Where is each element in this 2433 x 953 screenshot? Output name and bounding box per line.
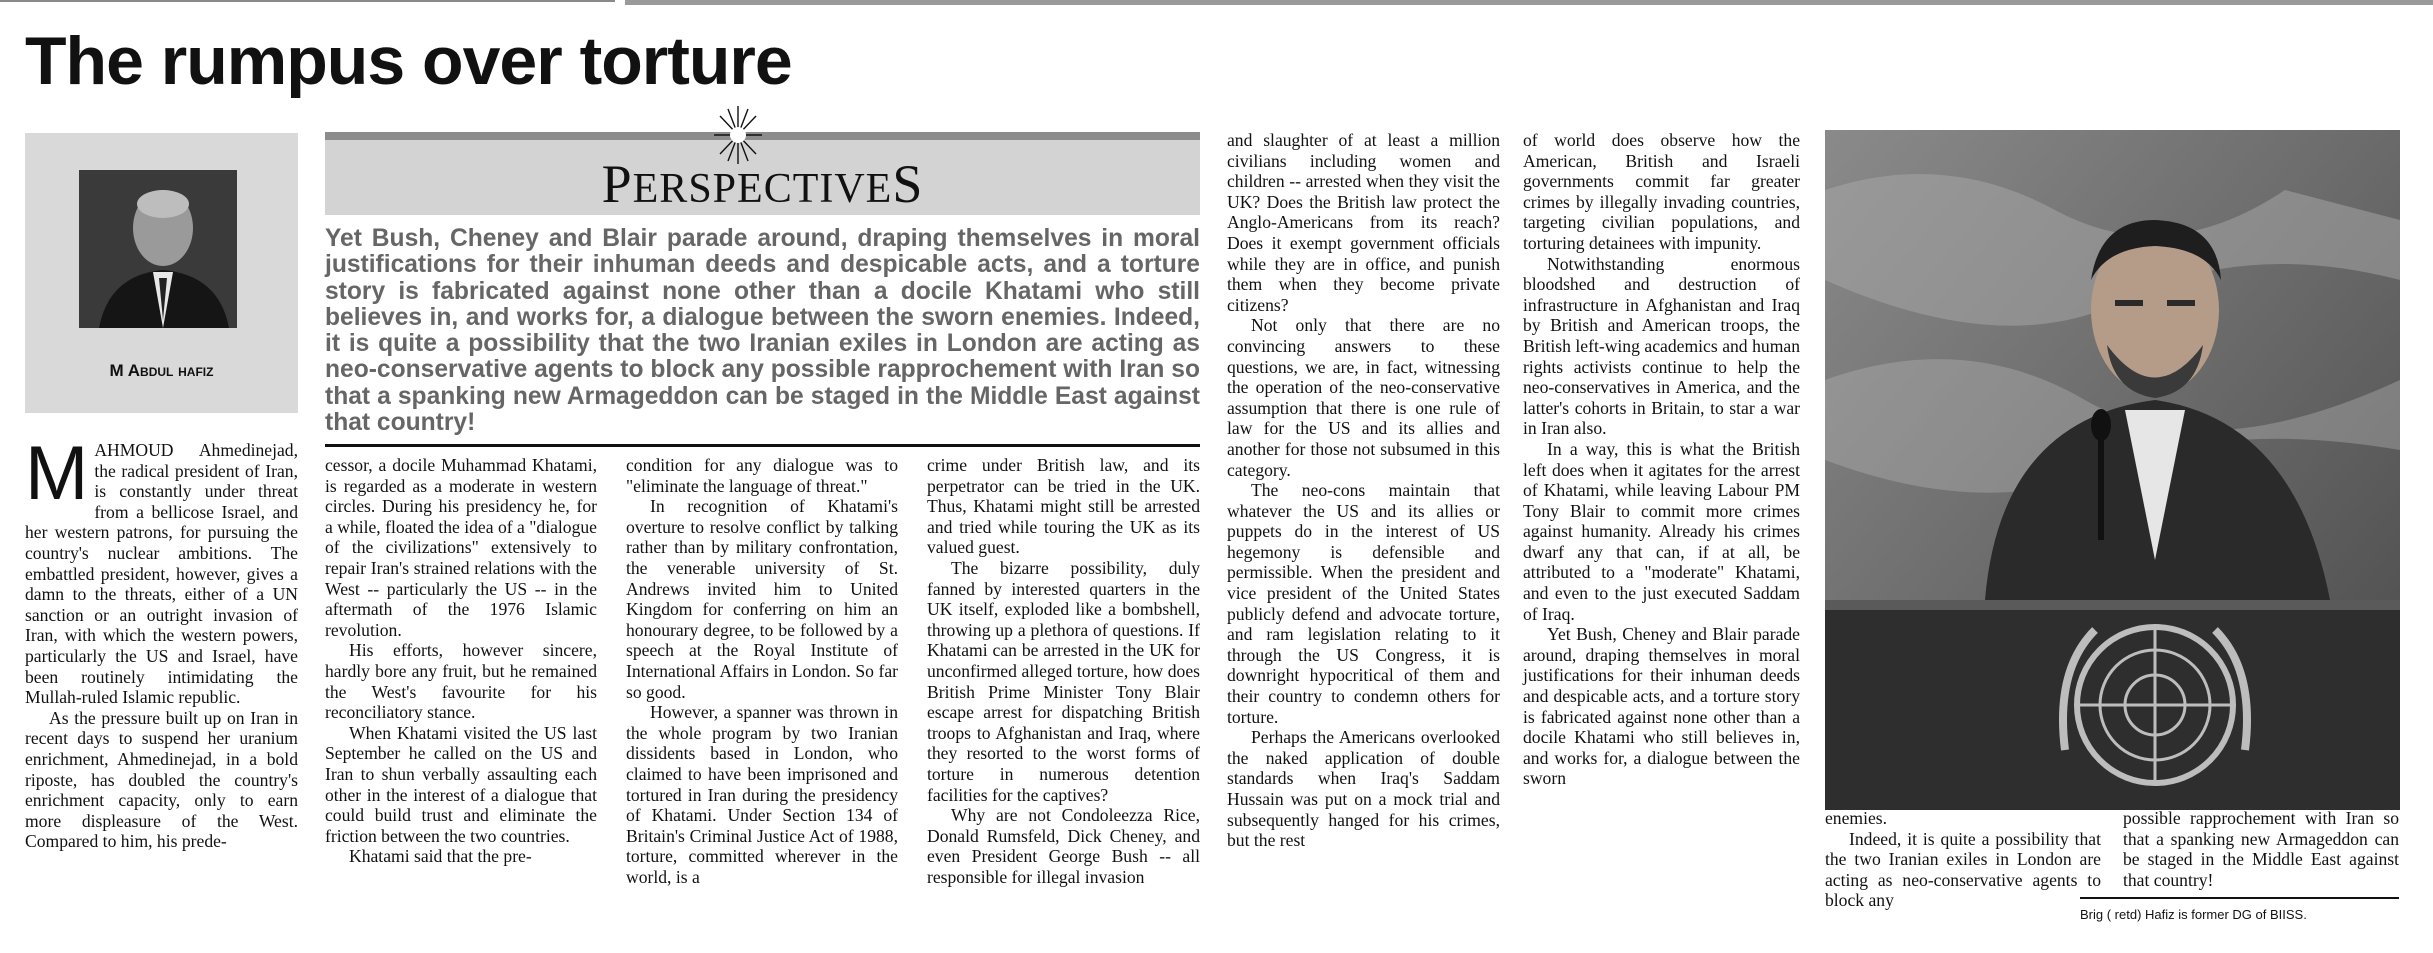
col3-paragraph-1: condition for any dialogue was to "eliminate the language of threat.": [626, 455, 898, 496]
pull-quote-rule: [325, 444, 1200, 447]
col2-paragraph-2: His efforts, however sincere, hardly bore any fruit, but he remained the West's favourite for his reconciliatory stance.: [325, 640, 597, 723]
col6-paragraph-3: In a way, this is what the British left does when it agitates for the arrest of Khatami, while leaving Labour PM Tony Blair to commit more crimes against humanity. Already his crimes dwarf any that can, if at all, be attributed to a "moderate" Khatami, and even to the just executed Saddam of Iraq.: [1523, 438, 1800, 624]
column-7: [1825, 808, 2101, 911]
column-4: [927, 455, 1200, 887]
col2-paragraph-4: Khatami said that the pre-: [349, 846, 532, 867]
col1-paragraph-2: As the pressure built up on Iran in recent days to suspend her uranium enrichment, Ahmedinejad, in a bold riposte, has doubled the country's enrichment capacity, only to earn more displeasure of the West. Compared to him, his prede-: [25, 707, 298, 852]
column-3: [626, 455, 898, 887]
pull-quote: Yet Bush, Cheney and Blair parade around, draping themselves in moral justifications for their inhuman deeds and despicable acts, and a torture story is fabricated against none other than a docile Khatami who still believes in, and works for, a dialogue between the sworn enemies. Indeed, it is quite a possibility that the two Iranian exiles in London are acting as neo-conservative agents to block any possible rapprochement with Iran so that a spanking new Armageddon can be staged in the Middle East against that country!: [325, 225, 1200, 437]
author-name-text: M Abdul hafiz: [109, 361, 214, 380]
col1-p1-text: AHMOUD Ahmedinejad, the radical president of Iran, is constantly under threat from a bellicose Israel, and her western patrons, for pursuing the country's nuclear ambitions. The embattled president, however, gives a damn to the threats, either of a UN sanction or an outright invasion of Iran, with which the western powers, particularly the US and Israel, have been routinely intimidating the Mullah-ruled Islamic republic.: [25, 440, 298, 708]
col5-paragraph-2: Not only that there are no convincing answers to these questions, we are, in fact, witnessing the operation of the neo-conservative assumption that there is one rule of law for the US and its allies and another for those not subsumed in this category.: [1227, 315, 1500, 480]
drop-cap: M: [25, 431, 89, 516]
col4-paragraph-2: The bizarre possibility, duly fanned by interested quarters in the UK itself, exploded like a bombshell, throwing up a plethora of questions. If Khatami can be arrested in the UK for unconfirmed alleged torture, how does British Prime Minister Tony Blair escape arrest for dispatching British troops to Afghanistan and Iraq, where they resorted to the worst forms of torture in numerous detention facilities for the captives?: [927, 557, 1200, 805]
col1-paragraph-1: [25, 431, 298, 708]
col6-paragraph-4: Yet Bush, Cheney and Blair parade around, draping themselves in moral justifications for their inhuman deeds and despicable acts, and a torture story is fabricated against none other than a docile Khatami who still believes in, and works for, a dialogue between the sworn: [1523, 624, 1800, 789]
top-rule-right: [625, 0, 2433, 5]
col5-paragraph-1: and slaughter of at least a million civilians including women and children -- arrested when they visit the UK? Does the British law protect the Anglo-Americans from its reach? Does it exempt government officials while they are in office, and punish them when they become private citizens?: [1227, 130, 1500, 315]
starburst-icon: [710, 104, 766, 166]
section-title-mid: ERSPECTIVE: [632, 166, 893, 212]
author-credit: Brig ( retd) Hafiz is former DG of BIISS.: [2080, 907, 2307, 922]
col6-paragraph-2: Notwithstanding enormous bloodshed and destruction of infrastructure in Afghanistan and Iraq by British and American troops, the British left-wing academics and human rights activists continue to help the neo-conservatives in America, and the latter's cohorts in Britain, to star a war in Iran also.: [1523, 253, 1800, 439]
column-2: [325, 455, 597, 867]
top-rule-left: [0, 0, 615, 2]
col7-paragraph-1: enemies.: [1825, 808, 1888, 828]
section-title-last: S: [892, 154, 924, 214]
col3-paragraph-2: In recognition of Khatami's overture to resolve conflict by talking rather than by military confrontation, the venerable university of St. Andrews invited him to United Kingdom for conferring on him an honourary degree, to be followed by a speech at the Royal Institute of International Affairs in London. So far so good.: [626, 496, 898, 702]
column-5: [1227, 130, 1500, 851]
column-6: [1523, 130, 1800, 789]
col4-paragraph-3: Why are not Condoleezza Rice, Donald Rumsfeld, Dick Cheney, and even President George Bush -- all responsible for illegal invasion: [927, 805, 1200, 887]
col5-paragraph-3: The neo-cons maintain that whatever the US and its allies or puppets do in the interest of US hegemony is defensible and permissible. When the president and vice president of the United States publicly defend and advocate torture, and ram legislation relating to it through the US Congress, it is downright hypocritical of them and their country to condemn others for torture.: [1227, 480, 1500, 727]
col2-paragraph-3: When Khatami visited the US last September he called on the US and Iran to shun verbally assaulting each other in the interest of a dialogue that could build trust and eliminate the friction between the two countries.: [325, 722, 597, 846]
col2-paragraph-1: cessor, a docile Muhammad Khatami, is regarded as a moderate in western circles. During his presidency he, for a while, floated the idea of a "dialogue of the civilizations" extensively to repair Iran's strained relations with the West -- particularly the US -- in the aftermath of the 1976 Islamic revolution.: [325, 455, 597, 640]
col7-paragraph-2: Indeed, it is quite a possibility that the two Iranian exiles in London are acting as neo-conservative agents to block any: [1825, 828, 2101, 911]
headline: The rumpus over torture: [25, 23, 792, 99]
col5-paragraph-4: Perhaps the Americans overlooked the naked application of double standards when Iraq's Saddam Hussain was put on a mock trial and subsequently hanged for his crimes, but the rest: [1227, 727, 1500, 851]
author-name: [25, 361, 298, 381]
col8-paragraph-1: possible rapprochement with Iran so that a spanking new Armageddon can be staged in the Middle East against that country!: [2123, 808, 2399, 890]
col6-paragraph-1: of world does observe how the American, British and Israeli governments commit far greater crimes by illegally invading countries, targeting civilian populations, and torturing detainees with impunity.: [1523, 130, 1800, 253]
col4-paragraph-1: crime under British law, and its perpetrator can be tried in the UK. Thus, Khatami might still be arrested and tried while touring the UK as its valued guest.: [927, 455, 1200, 558]
column-1: [25, 431, 298, 852]
news-photo: [1825, 130, 2400, 810]
column-8: [2123, 808, 2399, 890]
author-photo: [79, 170, 237, 328]
author-box: [25, 133, 298, 413]
col3-paragraph-3: However, a spanner was thrown in the whole program by two Iranian dissidents based in London, who claimed to have been imprisoned and tortured in Iran during the presidency of Khatami. Under Section 134 of Britain's Criminal Justice Act of 1988, torture, committed wherever in the world, is a: [626, 702, 898, 887]
credit-rule: [2080, 897, 2399, 899]
section-title-first: P: [601, 154, 633, 214]
